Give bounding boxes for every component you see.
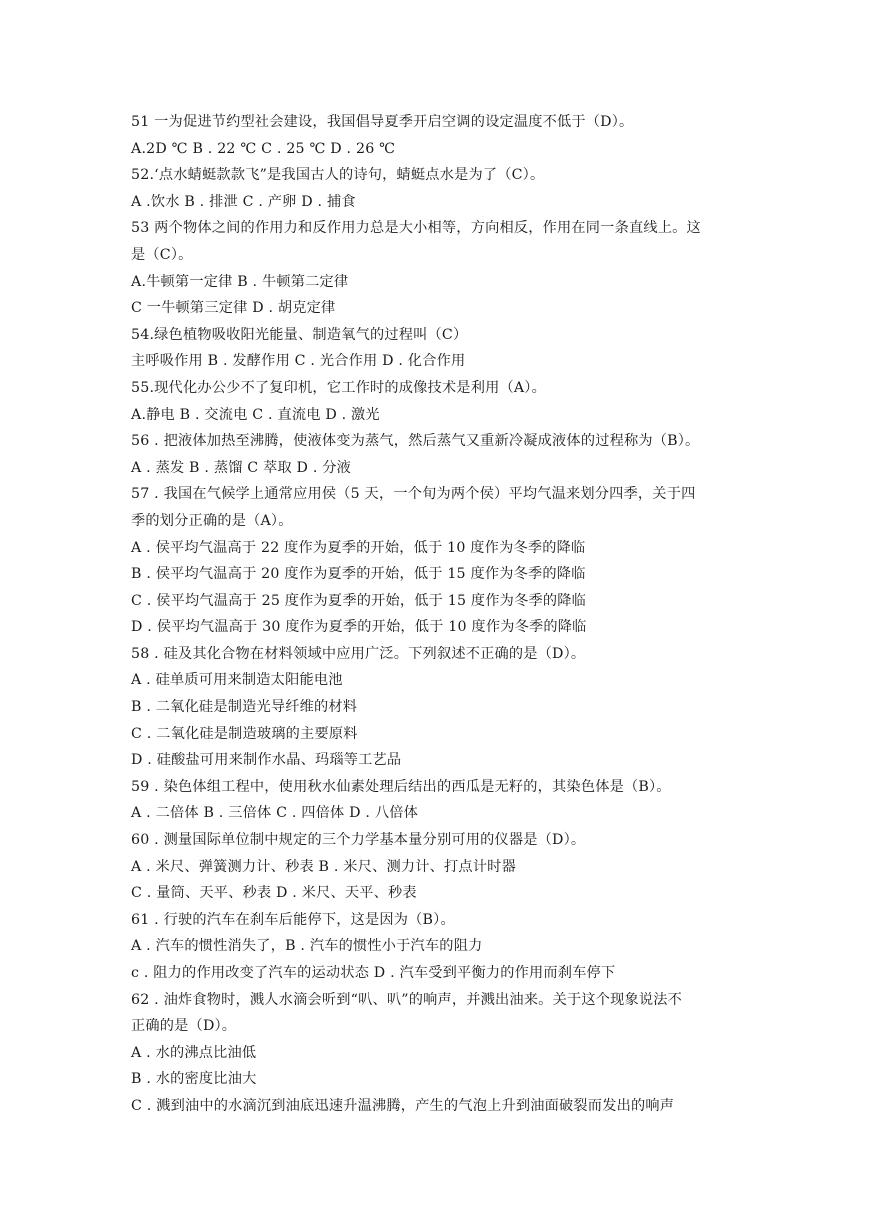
text-line: 54.绿色植物吸收阳光能量、制造氧气的过程叫（C） [131, 326, 468, 343]
text-line: D . 侯平均气温高于 30 度作为夏季的开始，低于 10 度作为冬季的降临 [131, 619, 587, 636]
text-line: A . 硅单质可用来制造太阳能电池 [131, 672, 343, 689]
text-line: C . 溅到油中的水滴沉到油底迅速升温沸腾，产生的气泡上升到油面破裂而发出的响声 [131, 1097, 675, 1114]
text-line: 61 . 行驶的汽车在刹车后能停下，这是因为（B）。 [131, 911, 455, 928]
text-line: C . 量筒、天平、秒表 D . 米尺、天平、秒表 [131, 885, 417, 902]
text-line: c . 阻力的作用改变了汽车的运动状态 D . 汽车受到平衡力的作用而刹车停下 [131, 965, 616, 981]
text-line: A.2D ℃ B . 22 ℃ C . 25 ℃ D . 26 ℃ [131, 140, 396, 157]
text-line: A . 蒸发 B . 蒸馏 C 萃取 D . 分液 [131, 459, 352, 476]
text-line: 52.‘点水蜻蜓款款飞”是我国古人的诗句，蜻蜓点水是为了（C）。 [131, 167, 545, 184]
text-line: 正确的是（D）。 [131, 1018, 237, 1035]
text-line: A . 米尺、弹簧测力计、秒表 B . 米尺、测力计、打点计时器 [131, 858, 516, 875]
text-line: C 一牛顿第三定律 D . 胡克定律 [131, 300, 336, 317]
text-line: 55.现代化办公少不了复印机，它工作时的成像技术是利用（A）。 [131, 379, 546, 396]
text-line: 59 . 染色体组工程中，使用秋水仙素处理后结出的西瓜是无籽的，其染色体是（B）。 [131, 778, 671, 795]
text-line: B . 侯平均气温高于 20 度作为夏季的开始，低于 15 度作为冬季的降临 [131, 566, 586, 583]
text-line: 57 . 我国在气候学上通常应用侯（5 天，一个旬为两个侯）平均气温来划分四季，关于四 [131, 486, 696, 503]
text-line: 62 . 油炸食物时，溅人水滴会听到“叭、叭”的响声，并溅出油来。关于这个现象说法不 [131, 991, 683, 1008]
text-line: 51 一为促进节约型社会建设，我国倡导夏季开启空调的设定温度不低于（D）。 [131, 114, 634, 130]
text-line: 53 两个物体之间的作用力和反作用力总是大小相等，方向相反，作用在同一条直线上。这 [131, 220, 701, 237]
text-line: A . 二倍体 B . 三倍体 C . 四倍体 D . 八倍体 [131, 805, 418, 822]
text-line: A . 侯平均气温高于 22 度作为夏季的开始，低于 10 度作为冬季的降临 [131, 539, 586, 556]
text-line: 主呼吸作用 B . 发酵作用 C . 光合作用 D . 化合作用 [131, 353, 466, 370]
text-line: D . 硅酸盐可用来制作水晶、玛瑙等工艺品 [131, 752, 402, 769]
text-line: A.牛顿第一定律 B . 牛顿第二定律 [131, 273, 349, 290]
document-body [131, 109, 741, 1120]
text-line: 58 . 硅及其化合物在材料领域中应用广泛。下列叙述不正确的是（D）。 [131, 645, 586, 662]
text-line: 季的划分正确的是（A）。 [131, 512, 293, 529]
text-line: A .饮水 B . 排泄 C . 产卵 D . 捕食 [131, 193, 356, 210]
text-line: A . 水的沸点比油低 [131, 1044, 257, 1061]
text-line: B . 水的密度比油大 [131, 1071, 257, 1088]
text-line: A.静电 B . 交流电 C . 直流电 D . 激光 [131, 406, 380, 423]
text-line: 56 . 把液体加热至沸腾，使液体变为蒸气，然后蒸气又重新冷凝成液体的过程称为（B）。 [131, 433, 700, 450]
text-line: C . 侯平均气温高于 25 度作为夏季的开始，低于 15 度作为冬季的降临 [131, 592, 587, 609]
text-line: B . 二氧化硅是制造光导纤维的材料 [131, 699, 358, 716]
text-line: A . 汽车的惯性消失了，B . 汽车的惯性小于汽车的阻力 [131, 938, 483, 955]
text-line: 是（C）。 [131, 246, 193, 263]
text-line: 60 . 测量国际单位制中规定的三个力学基本量分别可用的仪器是（D）。 [131, 832, 586, 849]
text-line: C . 二氧化硅是制造玻璃的主要原料 [131, 725, 358, 742]
